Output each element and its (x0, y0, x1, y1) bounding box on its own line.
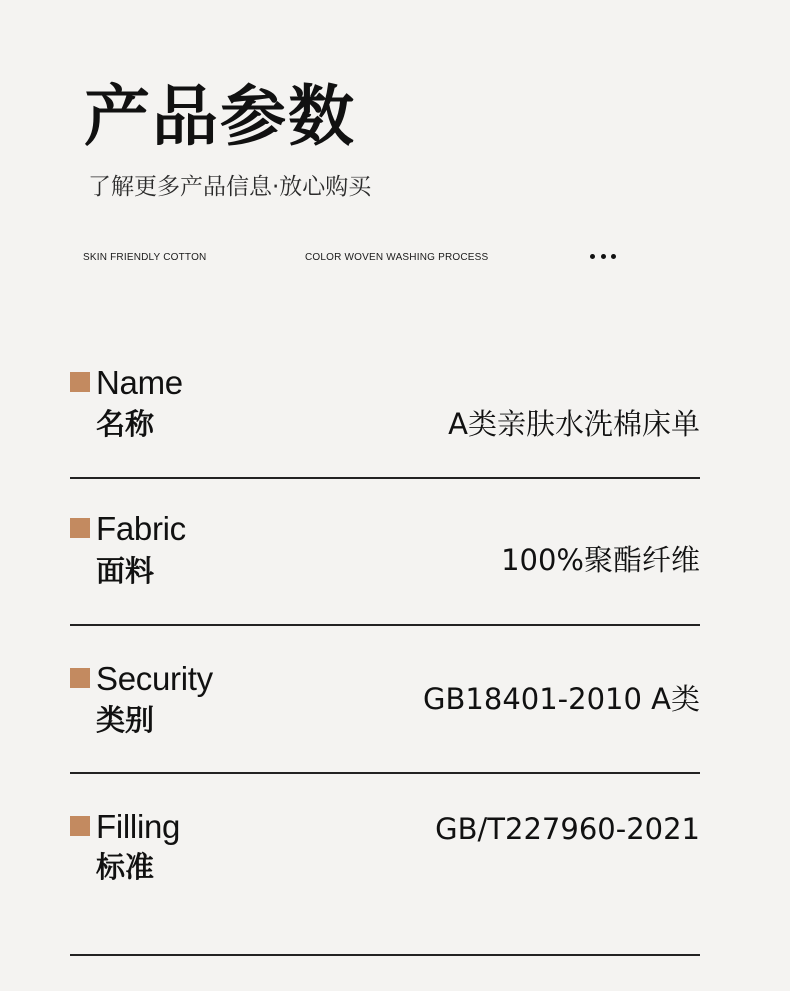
param-label-en: Fabric (96, 510, 186, 547)
param-label-cn: 标准 (96, 850, 155, 884)
param-value: GB/T227960-2021 (435, 812, 700, 846)
param-value: 100%聚酯纤维 (501, 543, 700, 577)
row-divider (70, 624, 700, 626)
param-value: A类亲肤水洗棉床单 (448, 407, 700, 441)
param-label-cn: 面料 (96, 554, 155, 588)
row-divider (70, 954, 700, 956)
row-divider (70, 477, 700, 479)
page-subtitle: 了解更多产品信息·放心购买 (88, 174, 372, 200)
page-title: 产品参数 (84, 78, 356, 155)
param-label-en: Security (96, 660, 213, 697)
param-value: GB18401-2010 A类 (423, 682, 700, 716)
square-marker-icon (70, 372, 90, 392)
row-divider (70, 772, 700, 774)
tag-color-woven-washing: COLOR WOVEN WASHING PROCESS (305, 252, 489, 263)
ellipsis-icon (590, 254, 616, 260)
param-label-en: Filling (96, 808, 181, 845)
param-label-cn: 类别 (96, 703, 155, 737)
param-label-cn: 名称 (96, 407, 155, 441)
square-marker-icon (70, 816, 90, 836)
tag-skin-friendly-cotton: SKIN FRIENDLY COTTON (83, 252, 207, 263)
square-marker-icon (70, 668, 90, 688)
param-label-en: Name (96, 364, 183, 401)
square-marker-icon (70, 518, 90, 538)
